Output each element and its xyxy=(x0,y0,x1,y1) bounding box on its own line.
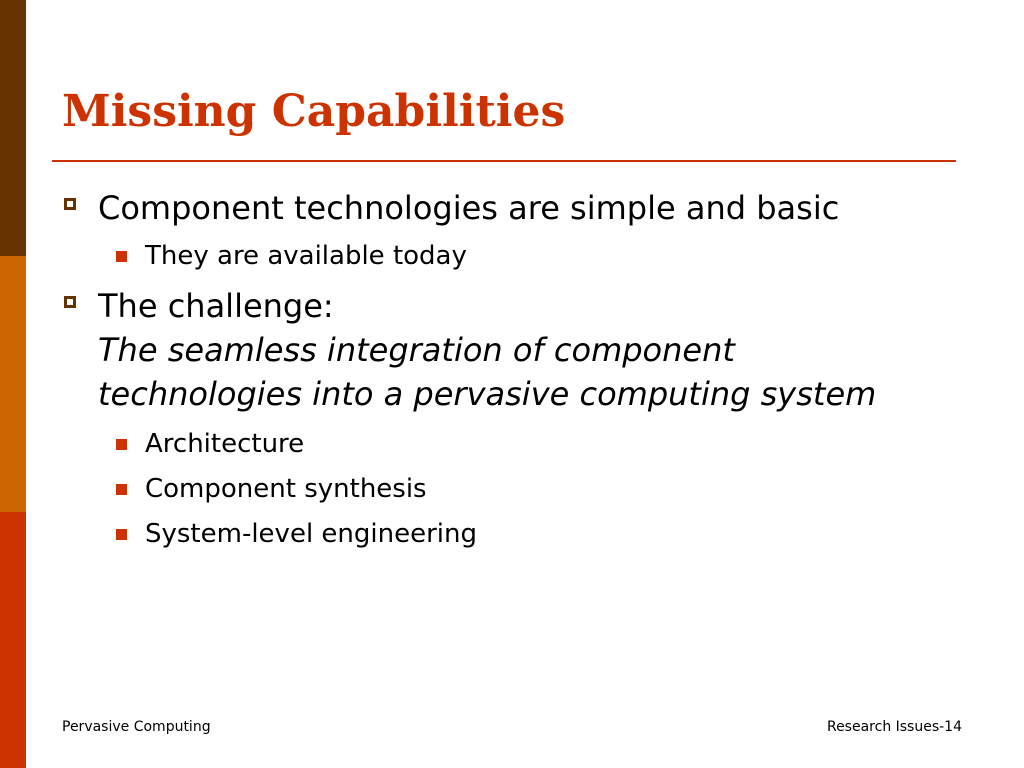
filled-square-icon xyxy=(116,529,127,540)
bullet-item xyxy=(64,284,876,416)
hollow-square-icon xyxy=(64,198,76,210)
subbullet-text: System-level engineering xyxy=(145,519,477,549)
subbullet-item xyxy=(116,426,304,462)
italic-line: technologies into a pervasive computing system xyxy=(98,375,877,413)
slide-title: Missing Capabilities xyxy=(62,86,566,137)
subbullet-item xyxy=(116,516,477,552)
filled-square-icon xyxy=(116,251,127,262)
bullet-text: The challenge: xyxy=(98,287,334,325)
bullet-item xyxy=(64,186,839,230)
bullet-text-block xyxy=(98,284,876,416)
subbullet-text: They are available today xyxy=(145,241,467,271)
bullet-text: Component technologies are simple and basic xyxy=(98,189,840,227)
filled-square-icon xyxy=(116,484,127,495)
subbullet-text: Architecture xyxy=(145,429,305,459)
subbullet-text: Component synthesis xyxy=(145,474,427,504)
subbullet-item xyxy=(116,238,467,274)
hollow-square-icon xyxy=(64,296,76,308)
footer-left-text: Pervasive Computing xyxy=(62,719,211,735)
subbullet-item xyxy=(116,471,427,507)
filled-square-icon xyxy=(116,439,127,450)
italic-line: The seamless integration of component xyxy=(98,331,735,369)
footer-page-label: Research Issues-14 xyxy=(826,719,962,735)
